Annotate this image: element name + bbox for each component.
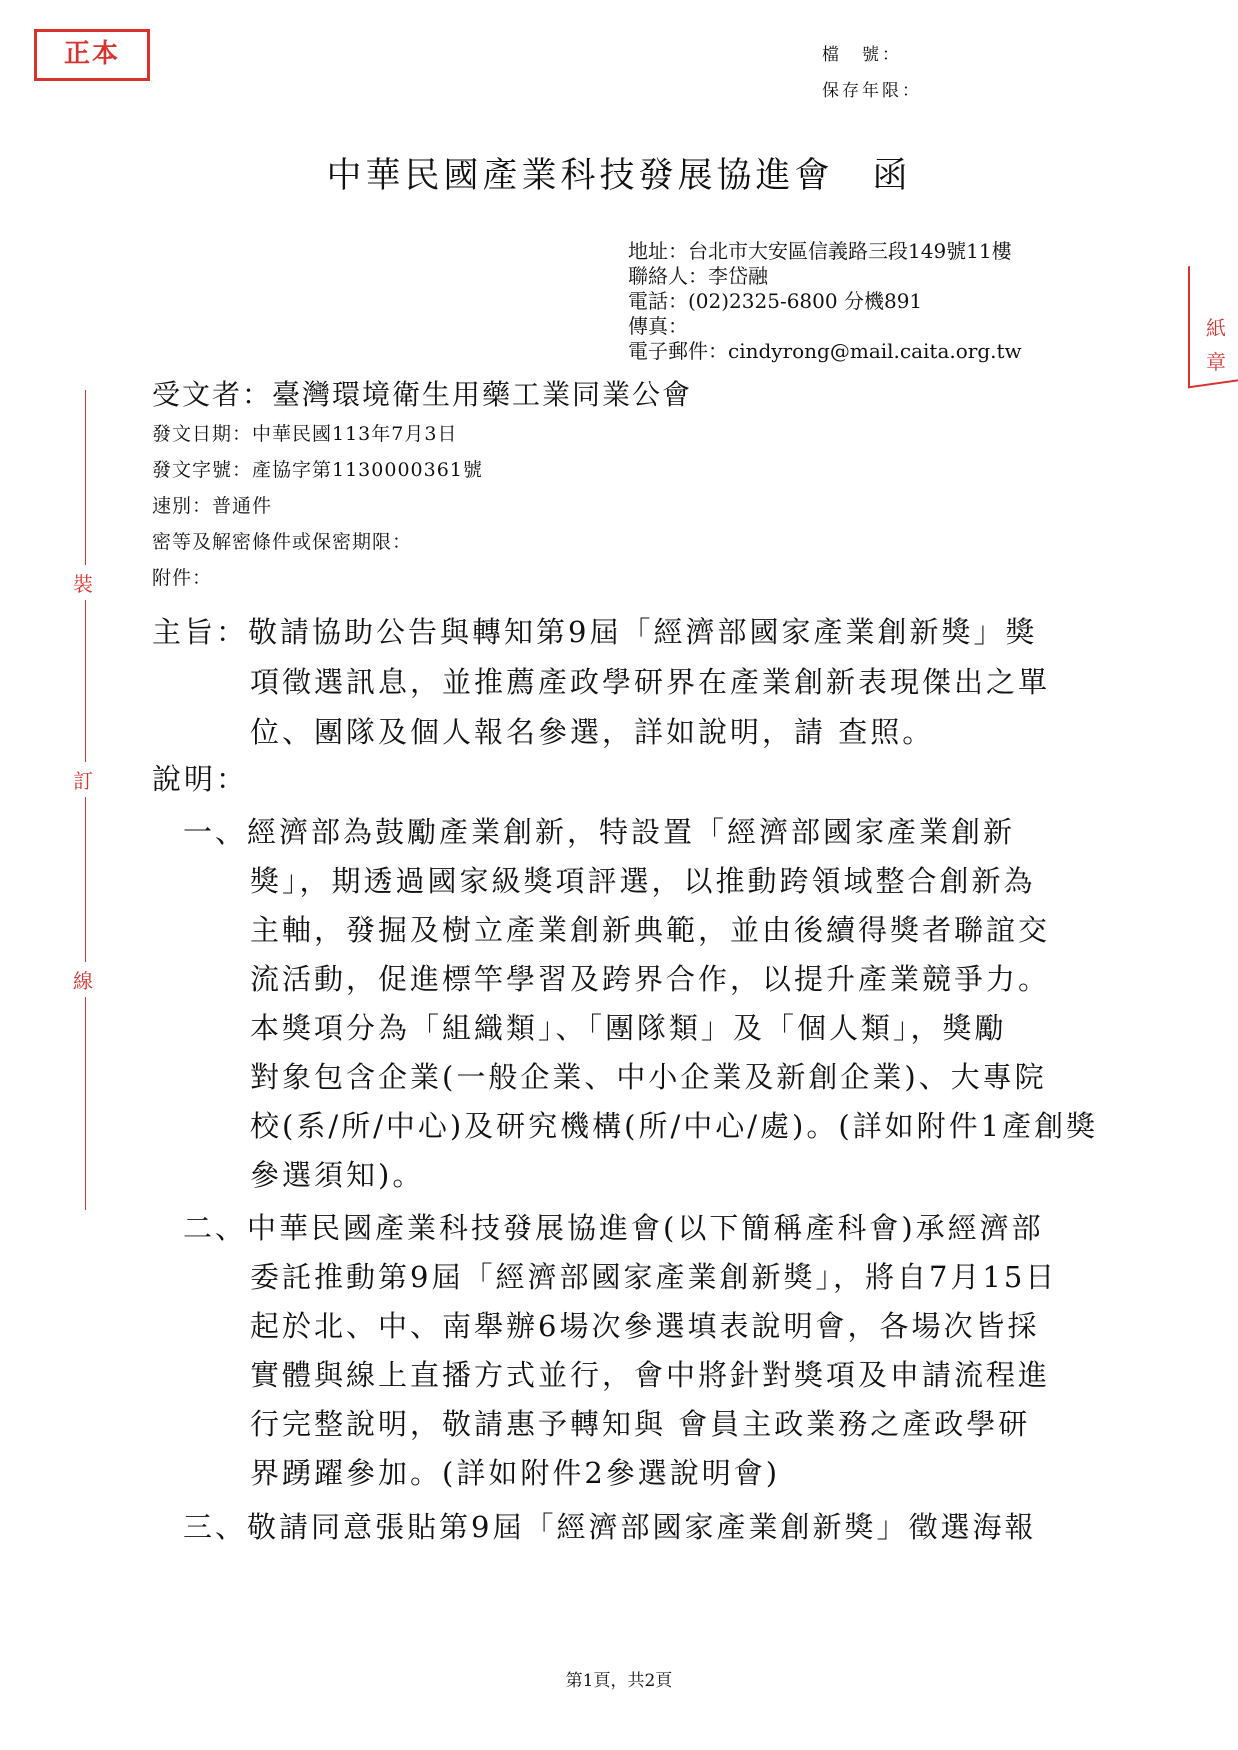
binding-mark: 裝 xyxy=(73,565,93,600)
letter-title: 中華民國產業科技發展協進會 函 xyxy=(326,156,912,196)
secrecy-level: 密等及解密條件或保密期限： xyxy=(152,531,413,553)
contact-phone: 電話：(02)2325-6800 分機891 xyxy=(628,289,923,313)
item-line: 校(系/所/中心)及研究機構(所/中心/處)。(詳如附件1產創獎 xyxy=(250,1109,1099,1143)
subject-line: 位、團隊及個人報名參選，詳如說明，請 查照。 xyxy=(250,715,935,749)
page-number: 第1頁，共2頁 xyxy=(565,1671,673,1691)
file-number-label: 檔 號： xyxy=(822,45,902,65)
subject-line: 主旨：敬請協助公告與轉知第9屆「經濟部國家產業創新獎」獎 xyxy=(152,615,1038,649)
issue-date: 發文日期：中華民國113年7月3日 xyxy=(152,423,458,445)
subject-line: 項徵選訊息，並推薦產政學研界在產業創新表現傑出之單 xyxy=(250,665,1051,699)
sender-address: 地址：台北市大安區信義路三段149號11樓 xyxy=(628,239,1012,263)
item-line: 流活動，促進標竿學習及跨界合作，以提升產業競爭力。 xyxy=(250,962,1051,996)
item-line: 實體與線上直播方式並行，會中將針對獎項及申請流程進 xyxy=(250,1358,1051,1392)
binding-mark: 線 xyxy=(73,962,93,997)
item-line: 主軸，發掘及樹立產業創新典範，並由後續得獎者聯誼交 xyxy=(250,913,1051,947)
item-line: 三、敬請同意張貼第9屆「經濟部國家產業創新獎」徵選海報 xyxy=(183,1510,1037,1544)
binding-line xyxy=(85,390,86,1210)
contact-fax: 傳真： xyxy=(628,314,688,338)
item-line: 獎」，期透過國家級獎項評選，以推動跨領域整合創新為 xyxy=(250,864,1036,898)
item-line: 一、經濟部為鼓勵產業創新，特設置「經濟部國家產業創新 xyxy=(183,815,1016,849)
recipient: 受文者：臺灣環境衛生用藥工業同業公會 xyxy=(152,378,693,411)
attachments: 附件： xyxy=(152,567,213,589)
binding-mark: 訂 xyxy=(73,762,93,797)
item-line: 對象包含企業(一般企業、中小企業及新創企業)、大專院 xyxy=(250,1060,1047,1094)
item-line: 界踴躍參加。(詳如附件2參選說明會) xyxy=(250,1456,781,1490)
contact-email: 電子郵件：cindyrong@mail.caita.org.tw xyxy=(628,339,1022,363)
contact-person: 聯絡人：李岱融 xyxy=(628,264,768,288)
item-line: 起於北、中、南舉辦6場次參選填表說明會，各場次皆採 xyxy=(250,1309,1040,1343)
delivery-speed: 速別：普通件 xyxy=(152,495,273,517)
original-copy-stamp: 正本 xyxy=(34,29,150,81)
item-line: 二、中華民國產業科技發展協進會(以下簡稱產科會)承經濟部 xyxy=(183,1211,1044,1245)
item-line: 委託推動第9屆「經濟部國家產業創新獎」，將自7月15日 xyxy=(250,1260,1058,1294)
item-line: 參選須知)。 xyxy=(250,1158,425,1192)
item-line: 本獎項分為「組織類」、「團隊類」及「個人類」，獎勵 xyxy=(250,1011,1007,1045)
document-number: 發文字號：產協字第1130000361號 xyxy=(152,459,483,481)
explanation-label: 說明： xyxy=(152,762,249,796)
item-line: 行完整說明，敬請惠予轉知與 會員主政業務之產政學研 xyxy=(250,1407,1031,1441)
seal-character: 紙 xyxy=(1206,316,1226,340)
retention-period-label: 保存年限： xyxy=(822,81,922,101)
seal-character: 章 xyxy=(1206,350,1226,374)
